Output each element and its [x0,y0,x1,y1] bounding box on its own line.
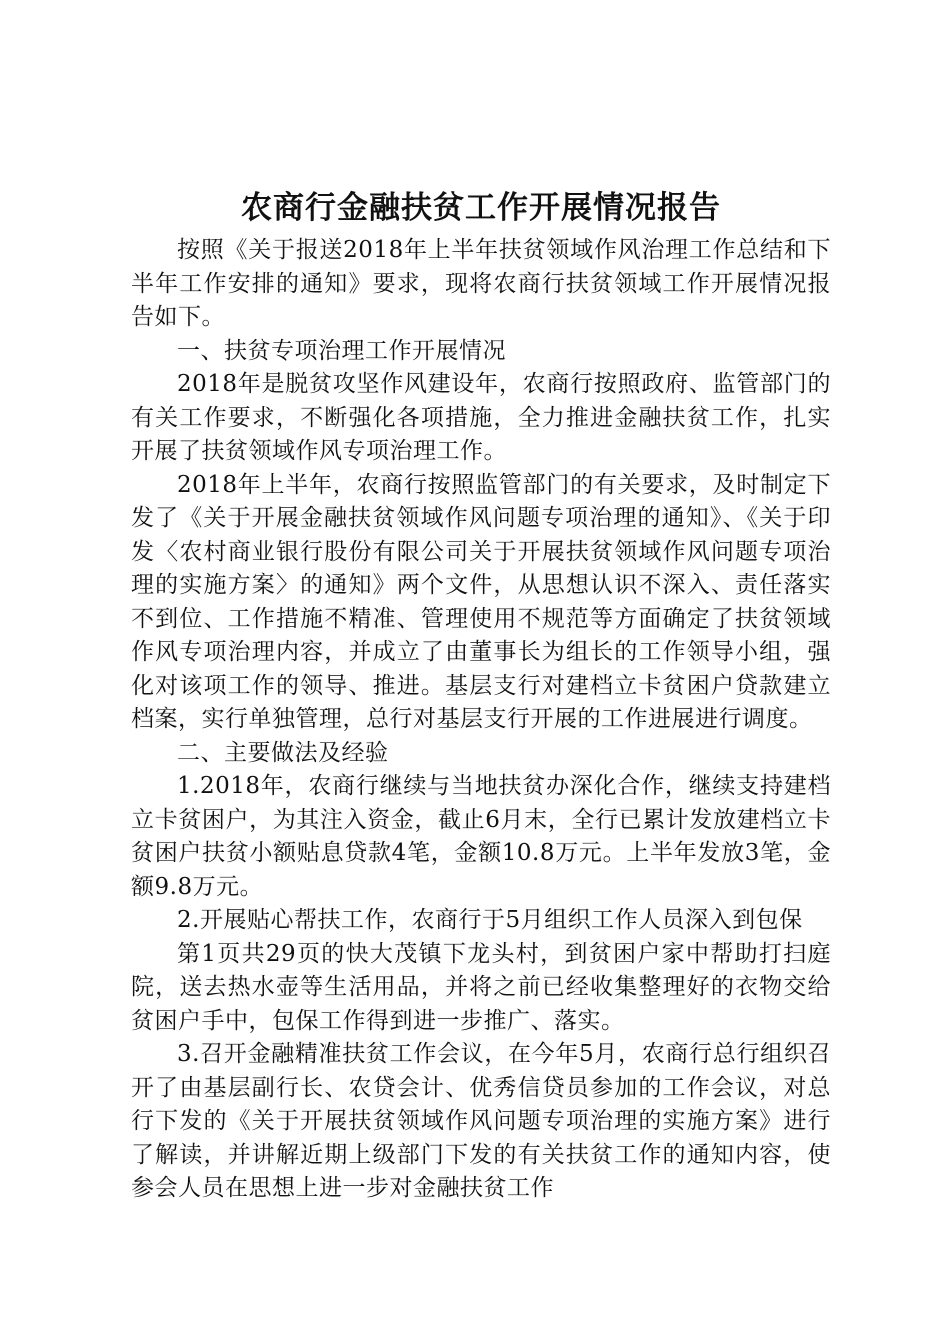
body-paragraph: 1.2018年，农商行继续与当地扶贫办深化合作，继续支持建档立卡贫困户，为其注入资金，截止6月末，全行已累计发放建档立卡贫困户扶贫小额贴息贷款4笔，金额10.8万元。上半年发放3笔，金额9.8万元。 [131,773,831,900]
body-paragraph: 3.召开金融精准扶贫工作会议，在今年5月，农商行总行组织召开了由基层副行长、农贷会计、优秀信贷员参加的工作会议，对总行下发的《关于开展扶贫领域作风问题专项治理的实施方案》进行了解读，并讲解近期上级部门下发的有关扶贫工作的通知内容，使参会人员在思想上进一步对金融扶贫工作 [131,1041,831,1201]
document-page [131,186,831,1206]
body-paragraph: 第1页共29页的快大茂镇下龙头村，到贫困户家中帮助打扫庭院，送去热水壶等生活用品，并将之前已经收集整理好的衣物交给贫困户手中，包保工作得到进一步推广、落实。 [131,940,831,1034]
intro-paragraph: 按照《关于报送2018年上半年扶贫领域作风治理工作总结和下半年工作安排的通知》要求，现将农商行扶贫领域工作开展情况报告如下。 [131,237,831,330]
body-paragraph: 2.开展贴心帮扶工作，农商行于5月组织工作人员深入到包保 [177,907,803,933]
document-title: 农商行金融扶贫工作开展情况报告 [241,190,721,226]
body-paragraph: 2018年是脱贫攻坚作风建设年，农商行按照政府、监管部门的有关工作要求，不断强化各项措施，全力推进金融扶贫工作，扎实开展了扶贫领域作风专项治理工作。 [131,371,831,464]
section-heading-2: 二、主要做法及经验 [177,739,389,766]
section-heading-1: 一、扶贫专项治理工作开展情况 [177,337,506,364]
body-paragraph: 2018年上半年，农商行按照监管部门的有关要求，及时制定下发了《关于开展金融扶贫领域作风问题专项治理的通知》、《关于印发〈农村商业银行股份有限公司关于开展扶贫领域作风问题专项治理的实施方案〉的通知》两个文件，从思想认识不深入、责任落实不到位、工作措施不精准、管理使用不规范等方面确定了扶贫领域作风专项治理内容，并成立了由董事长为组长的工作领导小组，强化对该项工作的领导、推进。基层支行对建档立卡贫困户贷款建立档案，实行单独管理，总行对基层支行开展的工作进展进行调度。 [131,471,831,732]
